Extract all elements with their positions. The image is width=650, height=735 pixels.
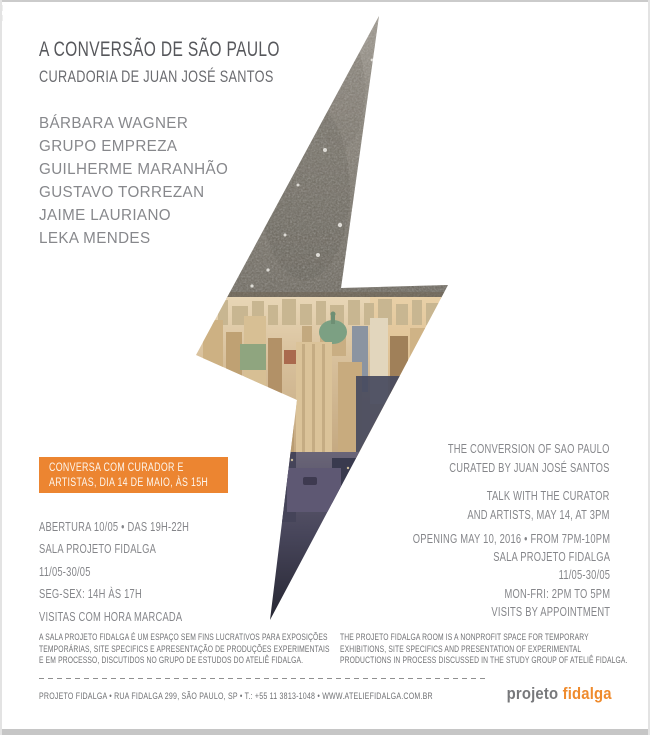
schedule-pt [39,516,189,628]
about-paragraph-pt: A SALA PROJETO FIDALGA É UM ESPAÇO SEM FINS LUCRATIVOS PARA EXPOSIÇÕES TEMPORÁRIAS, SITE SPECIFICS E APRESENTAÇÃO DE PRODUÇÕES EXPERIMENTAIS E EM PROCESSO, DISCUTIDOS NO GRUPO DE ESTUDOS DO ATELIÊ FIDALGA. [39,632,330,667]
dashed-divider [39,678,485,679]
page-title: A CONVERSÃO DE SÃO PAULO [39,38,280,61]
artist-name: JAIME LAURIANO [39,207,172,224]
page-subtitle: CURADORIA DE JUAN JOSÉ SANTOS [39,68,274,86]
schedule-pt-line: SEG-SEX: 14H ÀS 17H [39,586,142,602]
schedule-en-line: 11/05-30/05 [558,567,610,583]
logo-word-fidalga: fidalga [562,685,612,703]
rock-texture [150,0,480,299]
talk-en-block [468,487,610,524]
talk-badge [39,457,228,493]
frame-edge-bottom [0,729,650,735]
schedule-en [413,530,610,621]
talk-badge-line1: CONVERSA COM CURADOR E [49,462,184,474]
artist-name: GUSTAVO TORREZAN [39,184,205,201]
artist-name: LEKA MENDES [39,230,151,247]
curator-en: CURATED BY JUAN JOSÉ SANTOS [449,459,610,475]
talk-en-line2: AND ARTISTS, MAY 14, AT 3PM [467,506,610,522]
schedule-en-line: SALA PROJETO FIDALGA [492,549,610,565]
talk-badge-line2: ARTISTAS, DIA 14 DE MAIO, ÀS 15H [49,476,209,489]
schedule-pt-line: 11/05-30/05 [39,563,91,579]
schedule-pt-line: VISITAS COM HORA MARCADA [39,608,183,624]
title-en-block [448,440,610,477]
artist-name: GUILHERME MARANHÃO [39,161,229,178]
talk-en-line1: TALK WITH THE CURATOR [487,488,610,503]
logo-word-projeto: projeto [506,685,559,703]
artist-name: BÁRBARA WAGNER [39,115,189,132]
frame-edge-top [0,0,650,2]
about-paragraph-en: THE PROJETO FIDALGA ROOM IS A NONPROFIT SPACE FOR TEMPORARY EXHIBITIONS, SITE SPECIFICS AND PRESENTATION OF EXPERIMENTAL PRODUCTIONS IN PROCESS DISCUSSED IN THE STUDY GROUP OF ATELIÊ FIDALGA. [340,632,628,667]
schedule-pt-line: SALA PROJETO FIDALGA [39,541,157,557]
artist-name: GRUPO EMPREZA [39,138,178,155]
schedule-en-line: MON-FRI: 2PM TO 5PM [504,585,610,601]
talk-badge-text [49,461,208,490]
schedule-en-line: OPENING MAY 10, 2016 • FROM 7PM-10PM [412,531,610,546]
frame-edge-left [0,0,2,735]
title-en: THE CONVERSION OF SAO PAULO [448,441,610,456]
projeto-fidalga-logo [507,685,612,704]
schedule-pt-line: ABERTURA 10/05 • DAS 19H-22H [39,519,190,534]
schedule-en-line: VISITS BY APPOINTMENT [491,603,610,619]
contact-line: PROJETO FIDALGA • RUA FIDALGA 299, SÃO PAULO, SP • T.: +55 11 3813-1048 • WWW.ATELIEFIDALGA.COM.BR [39,691,433,702]
